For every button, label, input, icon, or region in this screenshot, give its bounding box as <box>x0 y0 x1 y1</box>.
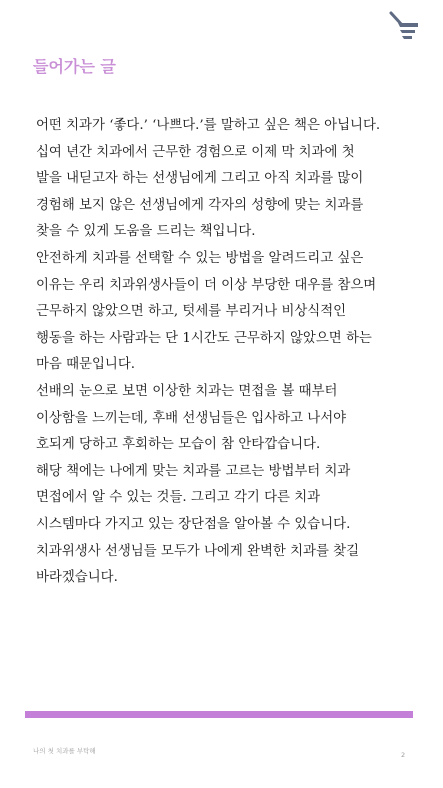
body-line: 호되게 당하고 후회하는 모습이 참 안타깝습니다. <box>36 437 321 453</box>
purple-divider-bar <box>25 711 413 718</box>
body-line: 행동을 하는 사람과는 단 1시간도 근무하지 않았으면 하는 <box>36 330 372 346</box>
body-line: 해당 책에는 나에게 맞는 치과를 고르는 방법부터 치과 <box>36 463 351 479</box>
body-line: 시스템마다 가지고 있는 장단점을 알아볼 수 있습니다. <box>36 516 351 532</box>
body-line: 바라겠습니다. <box>36 570 118 586</box>
body-line: 찾을 수 있게 도움을 드리는 책입니다. <box>36 224 256 240</box>
page-number: 2 <box>401 751 406 759</box>
body-line: 십여 년간 치과에서 근무한 경험으로 이제 막 치과에 첫 <box>36 144 355 160</box>
body-line: 선배의 눈으로 보면 이상한 치과는 면접을 볼 때부터 <box>36 383 338 399</box>
footer-book-title: 나의 첫 치과를 부탁해 <box>33 747 96 755</box>
section-title: 들어가는 글 <box>33 57 116 76</box>
body-text <box>36 113 432 592</box>
body-line: 면접에서 알 수 있는 것들. 그리고 각기 다른 치과 <box>36 490 321 506</box>
body-line: 치과위생사 선생님들 모두가 나에게 완벽한 치과를 찾길 <box>36 543 360 559</box>
body-line: 이유는 우리 치과위생사들이 더 이상 부당한 대우를 참으며 <box>36 277 377 293</box>
body-line: 이상함을 느끼는데, 후배 선생님들은 입사하고 나서야 <box>36 410 347 426</box>
body-line: 어떤 치과가 ‘좋다.’ ‘나쁘다.’를 말하고 싶은 책은 아닙니다. <box>36 118 381 133</box>
body-line: 안전하게 치과를 선택할 수 있는 방법을 알려드리고 싶은 <box>36 250 364 266</box>
body-line: 발을 내딛고자 하는 선생님에게 그리고 아직 치과를 많이 <box>36 171 364 187</box>
body-line: 마음 때문입니다. <box>36 357 136 373</box>
body-line: 경험해 보지 않은 선생님에게 각자의 성향에 맞는 치과를 <box>36 197 364 213</box>
body-line: 근무하지 않았으면 하고, 텃세를 부리거나 비상식적인 <box>36 304 347 320</box>
dental-tool-logo-icon <box>388 10 422 44</box>
